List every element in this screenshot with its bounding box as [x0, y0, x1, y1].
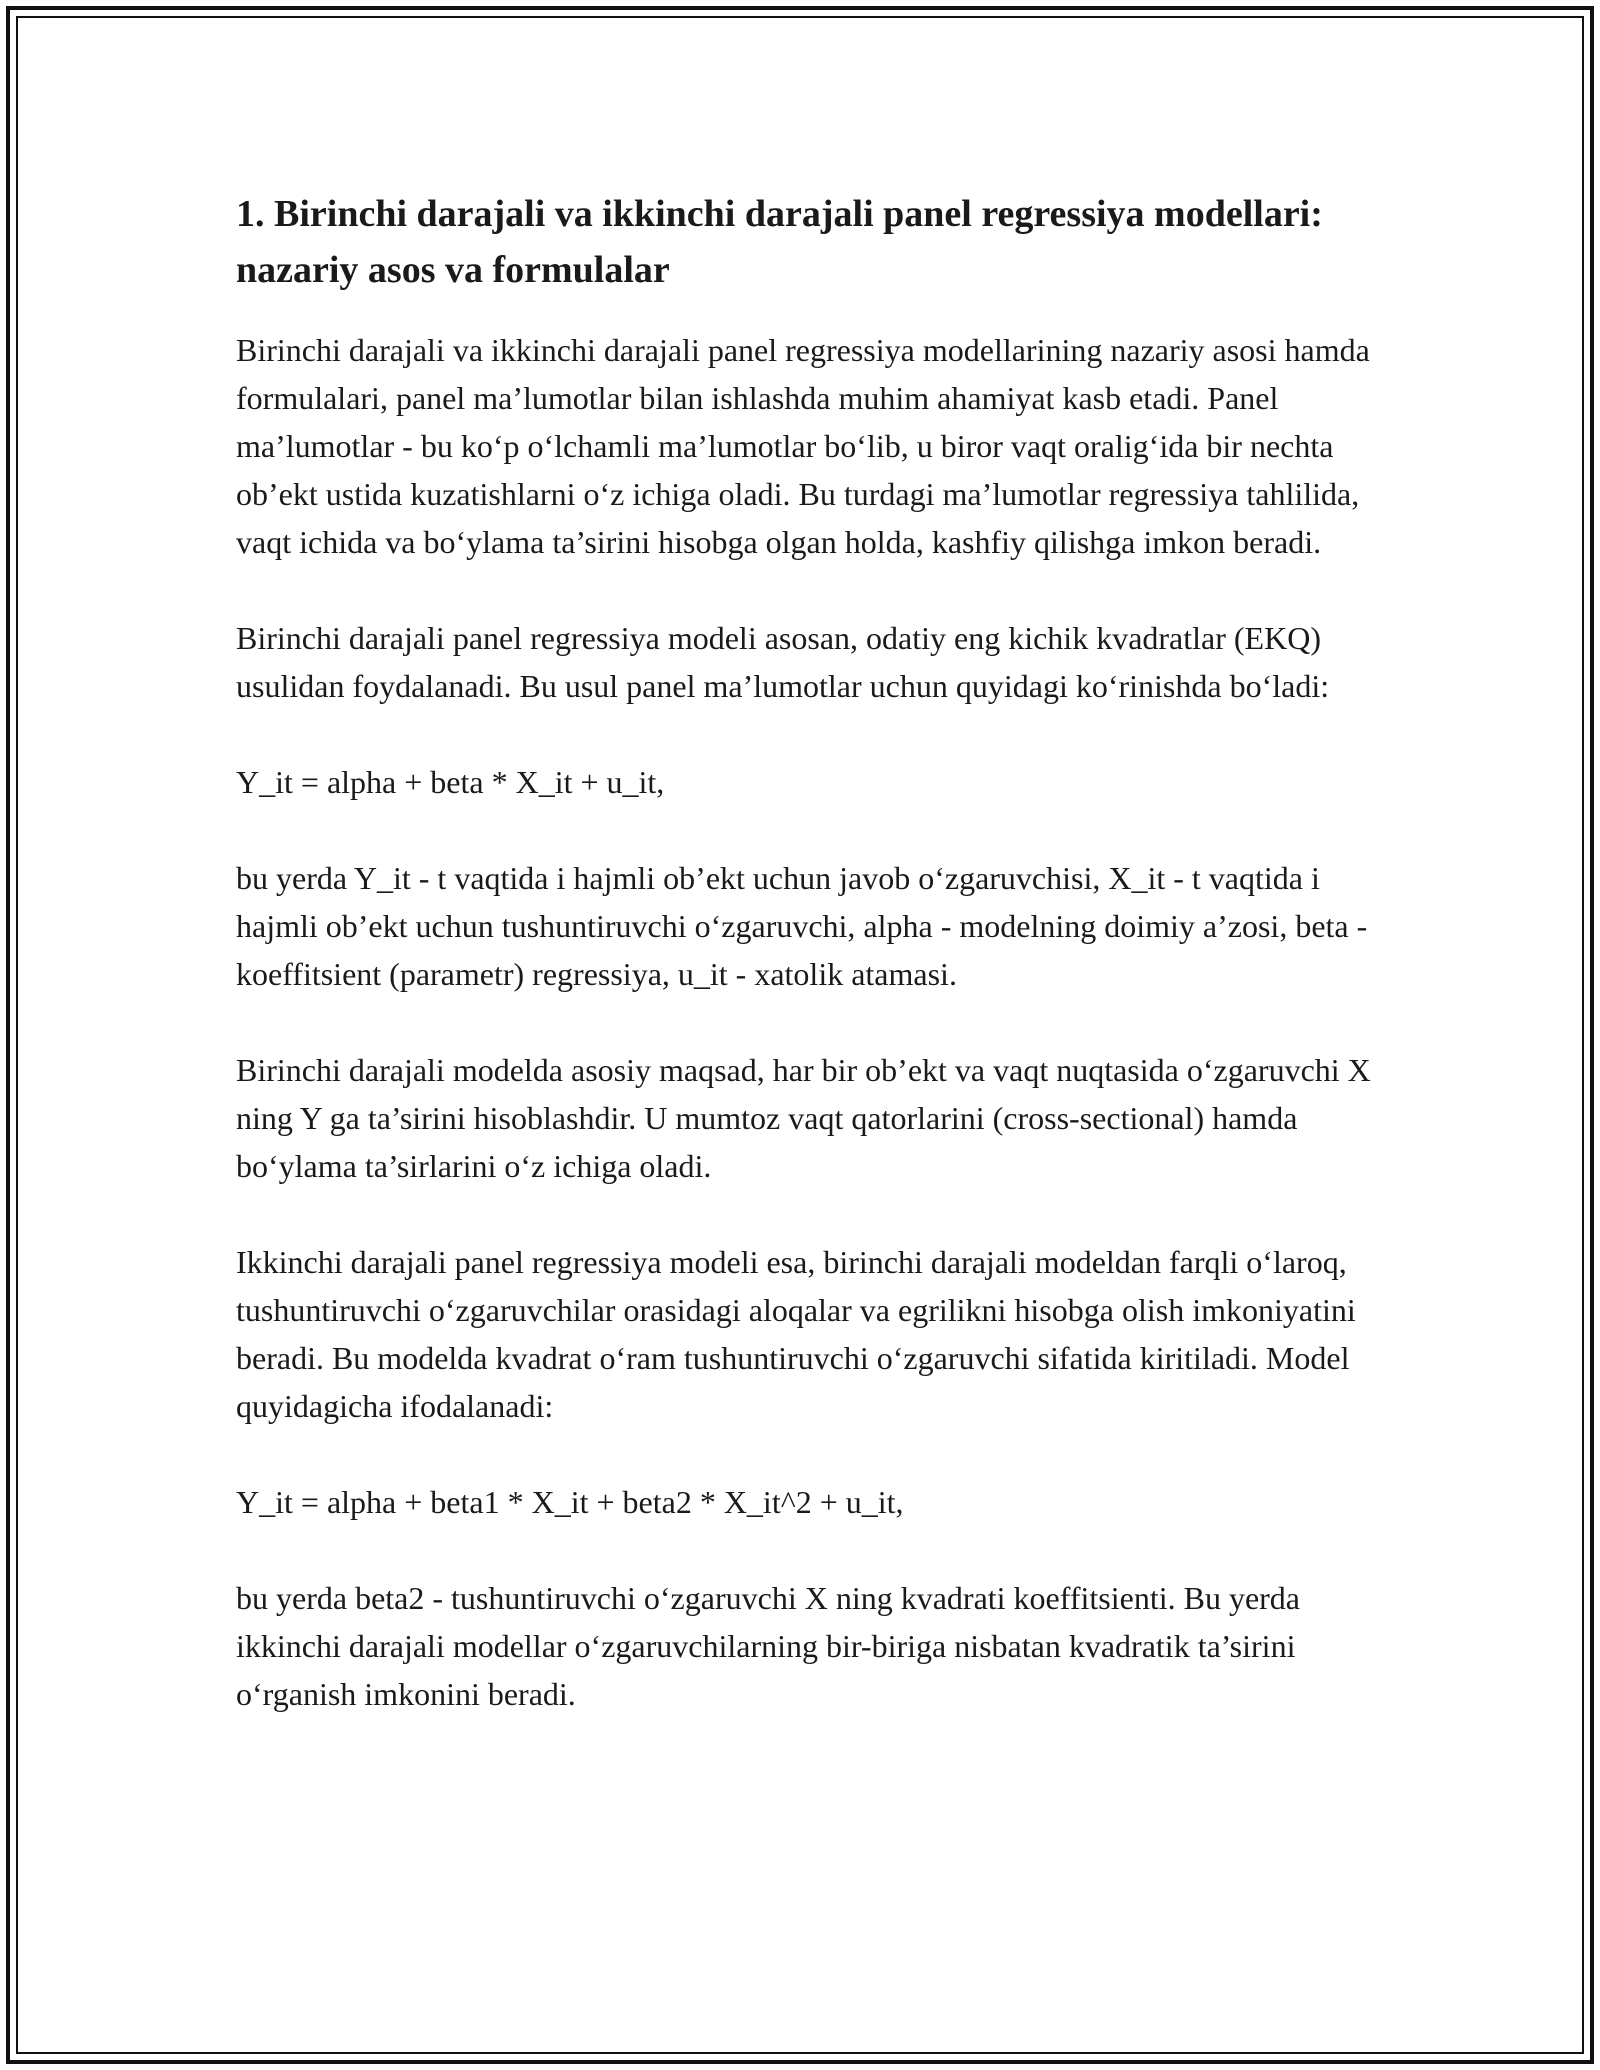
formula-first-order: Y_it = alpha + beta * X_it + u_it, — [236, 764, 665, 800]
section-title: 1. Birinchi darajali va ikkinchi darajali panel regressiya modellari: nazariy asos va formulalar — [236, 193, 1323, 291]
paragraph-first-order-definitions: bu yerda Y_it - t vaqtida i hajmli ob’ekt uchun javob o‘zgaruvchisi, X_it - t vaqtida i hajmli ob’ekt uchun tushuntiruvchi o‘zgaruvchi, alpha - modelning doimiy a’zosi, beta - koeffitsient (parametr) regressiya, u_it - xatolik atamasi. — [236, 860, 1368, 992]
formula-second-order: Y_it = alpha + beta1 * X_it + beta2 * X_it^2 + u_it, — [236, 1484, 904, 1520]
paragraph-intro: Birinchi darajali va ikkinchi darajali panel regressiya modellarining nazariy asosi hamda formulalari, panel ma’lumotlar bilan ishlashda muhim ahamiyat kasb etadi. Panel ma’lumotlar - bu ko‘p o‘lchamli ma’lumotlar bo‘lib, u biror vaqt oralig‘ida bir nechta ob’ekt ustida kuzatishlarni o‘z ichiga oladi. Bu turdagi ma’lumotlar regressiya tahlilida, vaqt ichida va bo‘ylama ta’sirini hisobga olgan holda, kashfiy qilishga imkon beradi. — [236, 332, 1370, 560]
paragraph-first-order-goal: Birinchi darajali modelda asosiy maqsad, har bir ob’ekt va vaqt nuqtasida o‘zgaruvchi X ning Y ga ta’sirini hisoblashdir. U mumtoz vaqt qatorlarini (cross-sectional) hamda bo‘ylama ta’sirlarini o‘z ichiga oladi. — [236, 1052, 1371, 1184]
paragraph-second-order-definitions: bu yerda beta2 - tushuntiruvchi o‘zgaruvchi X ning kvadrati koeffitsienti. Bu yerda ikkinchi darajali modellar o‘zgaruvchilarning bir-biriga nisbatan kvadratik ta’sirini o‘rganish imkonini beradi. — [236, 1580, 1300, 1712]
document-body — [236, 186, 1376, 1766]
paragraph-second-order-model: Ikkinchi darajali panel regressiya modeli esa, birinchi darajali modeldan farqli o‘laroq, tushuntiruvchi o‘zgaruvchilar orasidagi aloqalar va egrilikni hisobga olish imkoniyatini beradi. Bu modelda kvadrat o‘ram tushuntiruvchi o‘zgaruvchi sifatida kiritiladi. Model quyidagicha ifodalanadi: — [236, 1244, 1356, 1424]
paragraph-first-order-model: Birinchi darajali panel regressiya modeli asosan, odatiy eng kichik kvadratlar (EKQ) usulidan foydalanadi. Bu usul panel ma’lumotlar uchun quyidagi ko‘rinishda bo‘ladi: — [236, 620, 1330, 704]
